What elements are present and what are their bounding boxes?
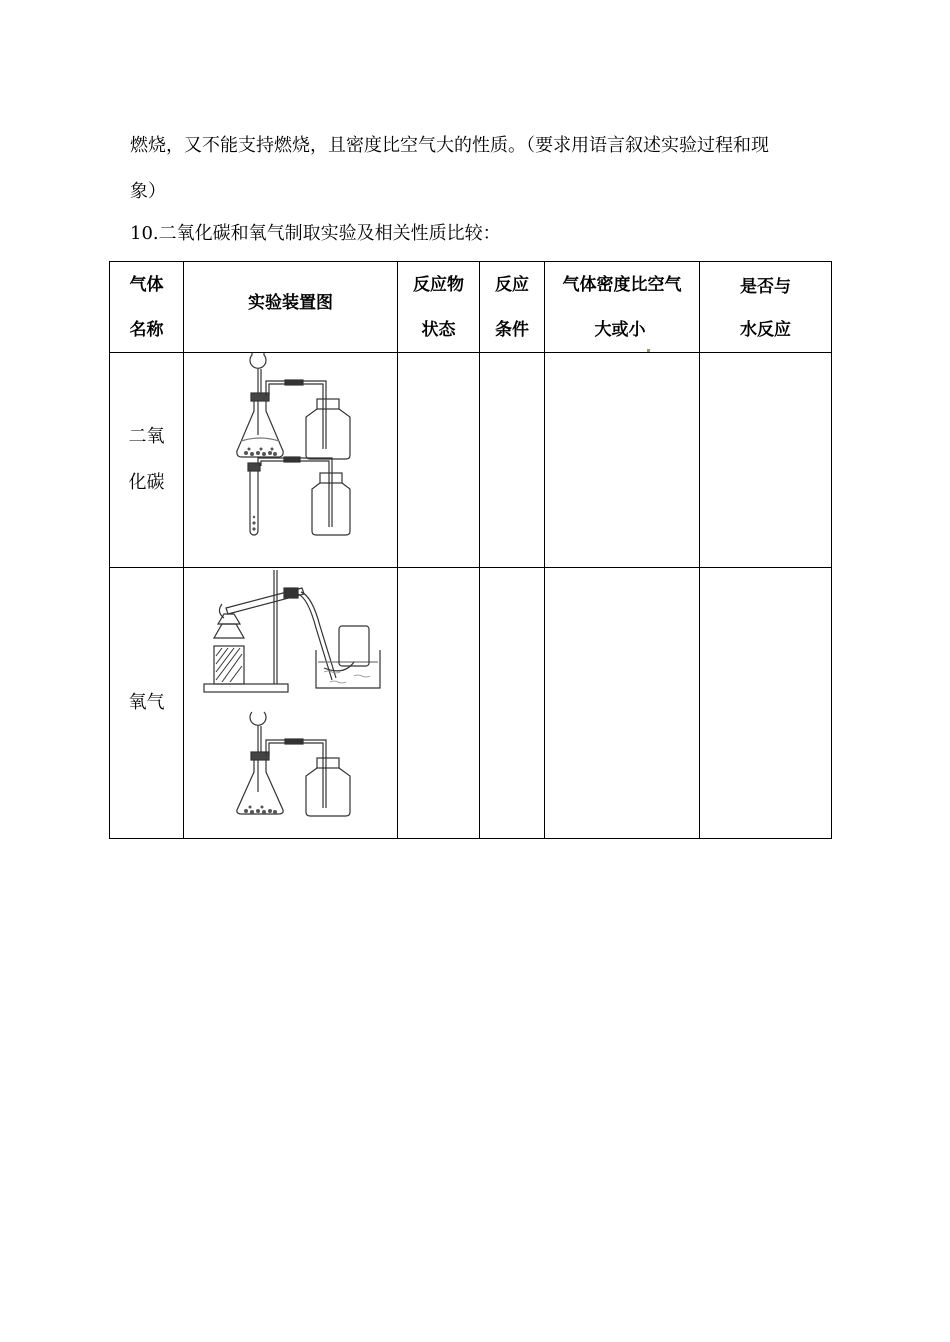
row-name-co2: 二氧 化碳 [110, 353, 184, 568]
question-10-title: 10.二氧化碳和氧气制取实验及相关性质比较： [130, 223, 501, 244]
header-reaction-condition: 反应 条件 [480, 262, 545, 353]
o2-apparatus-diagram [184, 568, 398, 838]
table-row [110, 353, 832, 568]
cell-o2-density[interactable] [545, 568, 700, 839]
comparison-table [109, 261, 832, 839]
paragraph-line-2: 象） [130, 181, 166, 202]
header-apparatus: 实验装置图 [184, 262, 398, 353]
cell-o2-water-reaction[interactable] [700, 568, 832, 839]
table-header-row [110, 262, 832, 353]
cell-o2-reactant-state[interactable] [398, 568, 480, 839]
cell-co2-reactant-state[interactable] [398, 353, 480, 568]
apparatus-co2 [184, 353, 398, 568]
cell-o2-reaction-condition[interactable] [480, 568, 545, 839]
cell-co2-density[interactable] [545, 353, 700, 568]
table-row [110, 568, 832, 839]
cell-co2-reaction-condition[interactable] [480, 353, 545, 568]
co2-apparatus-diagram [184, 353, 398, 567]
paragraph-line-1: 燃烧，又不能支持燃烧，且密度比空气大的性质。（要求用语言叙述实验过程和现 [130, 135, 769, 156]
header-water-reaction: 是否与 水反应 [700, 262, 832, 353]
apparatus-o2 [184, 568, 398, 839]
cell-co2-water-reaction[interactable] [700, 353, 832, 568]
header-reactant-state: 反应物 状态 [398, 262, 480, 353]
header-density: 气体密度比空气 大或小 [545, 262, 700, 353]
row-name-o2: 氧气 [110, 568, 184, 839]
header-gas-name: 气体 名称 [110, 262, 184, 353]
